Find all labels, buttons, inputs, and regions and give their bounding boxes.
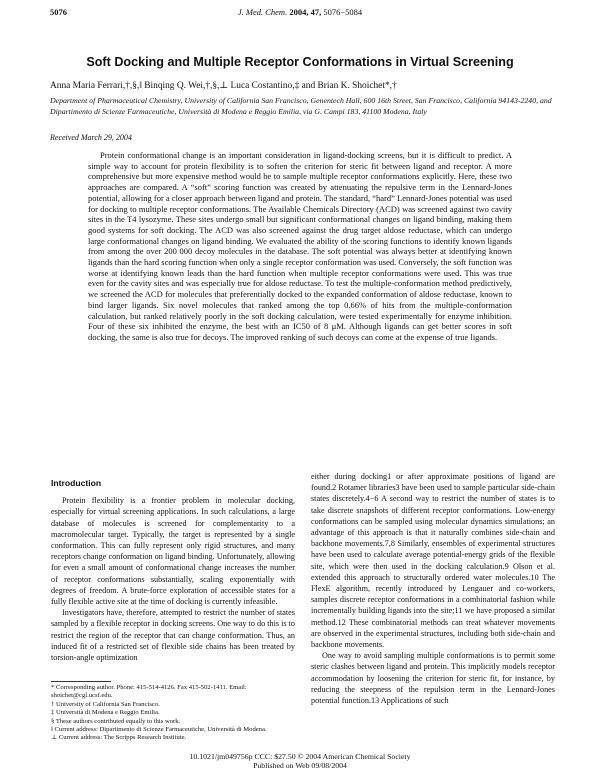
page-footer xyxy=(0,752,600,770)
footnote-divider xyxy=(51,681,111,682)
footnote: § These authors contributed equally to this work. xyxy=(51,717,181,725)
journal-year-volume: 2004, 47, xyxy=(289,7,322,17)
left-column xyxy=(51,478,295,663)
footnote: * Corresponding author. Phone: 415-514-4126. Fax 415-502-1411. Email: shoichet@cgl.ucsf.edu. xyxy=(51,684,247,700)
paragraph: Investigators have, therefore, attempted to restrict the number of states sampled by a flexible receptor in docking screens. One way to do this is to restrict the region of the receptor that can change conformation. Thus, an induced fit of a restricted set of flexible side chains has been treated by torsion-angle optimization xyxy=(51,608,295,663)
right-column xyxy=(311,471,555,706)
running-header xyxy=(50,7,550,21)
footnote: ⊥ Current address: The Scripps Research Institute. xyxy=(51,734,187,742)
paragraph: Protein flexibility is a frontier problem in molecular docking, especially for virtual screening applications. In such calculations, a large database of molecules is screened for complementarity to a macromolecular target. Typically, the target is represented by a single conformation. This can fully represent only rigid structures, and many receptors change conformation on ligand binding. Unfortunately, allowing for even a small amount of conformational change increases the number of receptor conformations substantially, scaling exponentially with degrees of freedom. A brute-force exploration of accessible states for a fully flexible active site at the time of docking is currently infeasible. xyxy=(51,496,295,607)
received-date: Received March 29, 2004 xyxy=(50,133,132,142)
journal-page-range: 5076−5084 xyxy=(323,7,363,17)
footnote: ‡ Università di Modena e Reggio Emilia. xyxy=(51,709,160,717)
article-title: Soft Docking and Multiple Receptor Conformations in Virtual Screening xyxy=(86,55,514,69)
paragraph: either during docking1 or after approximate positions of ligand are found.2 Rotamer libraries3 have been used to sample particular side-chain states discretely.4−6 A second way to restrict the number of states is to take discrete snapshots of different receptor conformations. Low-energy conformations can be sampled using molecular dynamics simulations; an advantage of this approach is that it naturally combines side-chain and backbone movements.7,8 Similarly, ensembles of experimental structures have been used to calculate average potential-energy grids of the flexible site, which were then used in the docking calculation.9 Olson et al. extended this approach to structurally ordered water molecules.10 The FlexE algorithm, recently introduced by Lengauer and co-workers, samples discrete receptor conformations in a combinatorial fashion while incrementally building ligands into the site;11 we have proposed a similar method.12 These combinatorial methods can treat whatever movements are observed in the experimental structures, including both side-chain and backbone movements. xyxy=(311,472,555,650)
section-heading: Introduction xyxy=(51,478,102,488)
abstract: Protein conformational change is an important consideration in ligand-docking screens, but it is difficult to predict. A simple way to account for protein flexibility is to soften the criterion for steric fit between ligand and receptor. A more comprehensive but more expensive method would be to sample multiple receptor conformations explicitly. Here, these two approaches are compared. A “soft” scoring function was created by attenuating the repulsive term in the Lennard-Jones potential, allowing for a closer approach between ligand and protein. The standard, “hard” Lennard-Jones potential was used for docking to multiple receptor conformations. The Available Chemicals Directory (ACD) was screened against two cavity sites in the T4 lysozyme. These sites undergo small but significant conformational changes on ligand binding, making them good systems for soft docking. The ACD was also screened against the drug target aldose reductase, which can undergo large conformational changes on ligand binding. We evaluated the ability of the scoring functions to identify known ligands from among the over 200 000 decoy molecules in the database. The soft potential was always better at identifying known ligands than the hard scoring function when only a single receptor conformation was used. Conversely, the soft function was worse at identifying known leads than the hard function when multiple receptor conformations were used. This was true even for the cavity sites and was especially true for aldose reductase. To test the multiple-conformation method predictively, we screened the ACD for molecules that preferentially docked to the expanded conformation of aldose reductase, known to bind larger ligands. Six novel molecules that ranked among the top 0.66% of hits from the multiple-conformation calculation, but ranked relatively poorly in the soft docking calculation, were tested experimentally for enzyme inhibition. Four of these six inhibited the enzyme, the best with an IC50 of 8 μM. Although ligands can get better scores in soft docking, the same is also true for decoys. The improved ranking of such decoys can come at the expense of true ligands. xyxy=(88,150,512,342)
page-number: 5076 xyxy=(50,7,67,17)
journal-name: J. Med. Chem. xyxy=(237,7,288,17)
journal-citation xyxy=(50,7,550,17)
affiliation: Department of Pharmaceutical Chemistry, University of California San Francisco, Genentech Hall, 600 16th Street, San Francisco, California 94143-2240, and Dipartimento di Scienze Farmaceutiche, Università di Modena e Reggio Emilia, via G. Campi 183, 41100 Modena, Italy xyxy=(50,96,552,116)
footnote: † University of California San Francisco. xyxy=(51,700,160,708)
published-date: Published on Web 09/08/2004 xyxy=(253,761,347,770)
paragraph: One way to avoid sampling multiple conformations is to permit some steric clashes between ligand and protein. This implicitly models receptor accommodation by loosening the criterion for steric fit, for instance, by reducing the steepness of the repulsion term in the Lennard-Jones potential function.13 Applications of such xyxy=(311,651,555,706)
doi-line: 10.1021/jm049756p CCC: $27.50 © 2004 American Chemical Society xyxy=(189,752,411,761)
footnotes xyxy=(51,684,295,743)
footnote: ‖ Current address: Dipartimento di Scienze Farmaceutiche, Università di Modena. xyxy=(51,726,267,734)
author-list: Anna Maria Ferrari,†,§,‖ Binqing Q. Wei,†,§,⊥ Luca Costantino,‡ and Brian K. Shoichet*,† xyxy=(50,81,397,91)
